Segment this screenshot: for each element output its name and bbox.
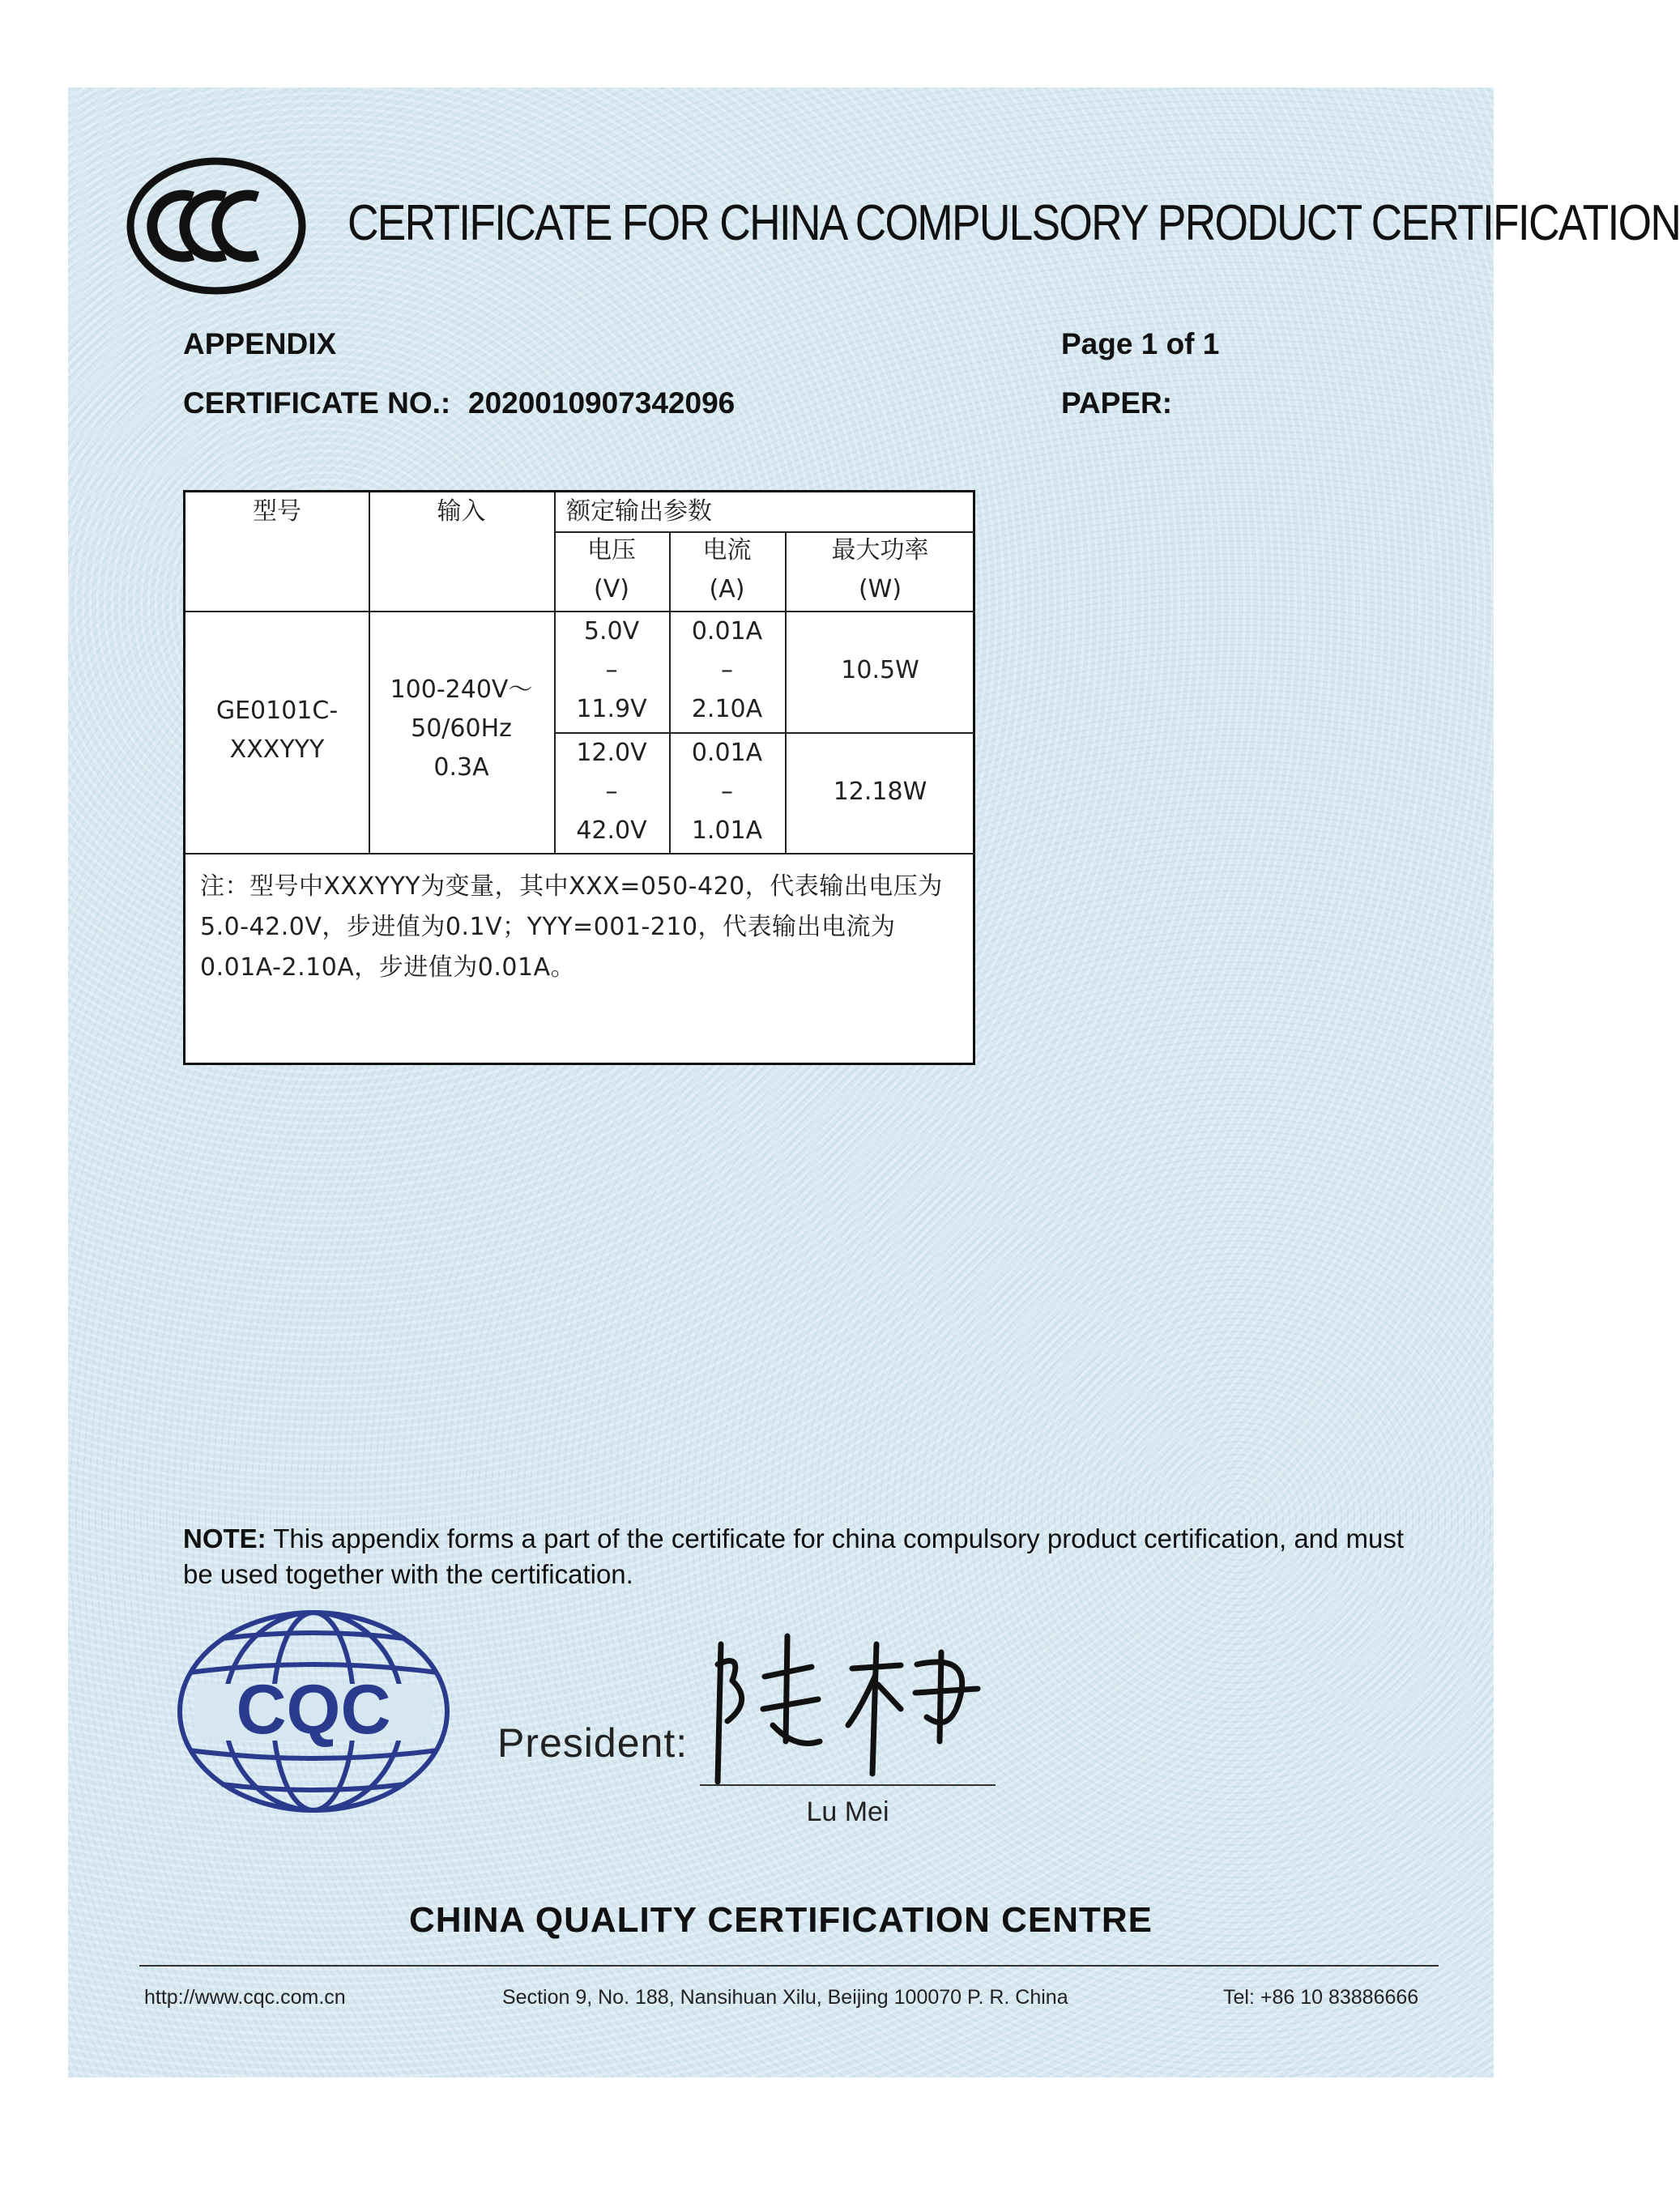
input-current: 0.3A: [433, 753, 489, 782]
appendix-label: APPENDIX: [183, 327, 337, 360]
model-line-2: XXXYYY: [229, 735, 325, 764]
certificate-no-label: CERTIFICATE NO.:: [183, 386, 451, 420]
row2-current-min: 0.01A: [691, 739, 763, 767]
header-current: 电流: [702, 536, 752, 565]
paper-label: PAPER:: [1061, 386, 1173, 420]
row2-current-dash: –: [721, 778, 733, 806]
row2-current-max: 1.01A: [691, 816, 763, 845]
footer-divider: [139, 1965, 1439, 1967]
header-voltage-unit: (V): [594, 575, 629, 603]
input-voltage: 100-240V～: [390, 675, 533, 704]
appendix-note: [183, 1521, 1414, 1592]
note-text: This appendix forms a part of the certificate for china compulsory product certification, and must be used together with the certification.: [183, 1524, 1405, 1589]
note-label: NOTE:: [183, 1524, 266, 1553]
model-line-1: GE0101C-: [215, 697, 339, 725]
certificate-sheet: [68, 87, 1680, 2078]
header-model: 型号: [253, 497, 301, 526]
centre-name: CHINA QUALITY CERTIFICATION CENTRE: [408, 1900, 1153, 1940]
ccc-logo: [126, 156, 306, 296]
row1-current-max: 2.10A: [691, 695, 763, 723]
row2-voltage-min: 12.0V: [576, 739, 647, 767]
row1-current-dash: –: [721, 656, 733, 684]
row1-max-power: 10.5W: [841, 656, 919, 684]
input-frequency: 50/60Hz: [411, 714, 512, 743]
footer-address: Section 9, No. 188, Nansihuan Xilu, Beijing 100070 P. R. China: [502, 1986, 1068, 2009]
header-max-power: 最大功率: [831, 536, 929, 565]
row1-voltage-max: 11.9V: [576, 695, 647, 723]
certificate-no-value: 2020010907342096: [468, 386, 736, 420]
signer-name: Lu Mei: [806, 1796, 889, 1827]
header-voltage: 电压: [587, 536, 636, 565]
table-note: 注：型号中XXXYYY为变量，其中XXX=050-420，代表输出电压为5.0-42.0V，步进值为0.1V；YYY=001-210，代表输出电流为0.01A-2.10A，步进值为0.01A。: [200, 872, 943, 982]
president-signature: [698, 1620, 990, 1790]
row2-max-power: 12.18W: [833, 778, 927, 806]
row1-voltage-min: 5.0V: [583, 617, 640, 646]
signature-line: [700, 1784, 996, 1786]
footer-website[interactable]: http://www.cqc.com.cn: [144, 1986, 346, 2009]
header-current-unit: (A): [709, 575, 745, 603]
page-indicator: Page 1 of 1: [1061, 327, 1220, 360]
president-label: President:: [497, 1720, 689, 1766]
header-rated-output: 额定输出参数: [566, 497, 712, 526]
footer-tel: Tel: +86 10 83886666: [1223, 1986, 1419, 2009]
spec-table: [183, 490, 975, 1065]
certificate-title: CERTIFICATE FOR CHINA COMPULSORY PRODUCT CERTIFICATION: [348, 195, 1680, 251]
cqc-logo: [173, 1606, 454, 1817]
cqc-logo-text: CQC: [236, 1671, 391, 1749]
row2-voltage-max: 42.0V: [576, 816, 647, 845]
row1-current-min: 0.01A: [691, 617, 763, 646]
row2-voltage-dash: –: [605, 778, 618, 806]
header-input: 输入: [437, 497, 486, 526]
header-max-power-unit: (W): [858, 575, 902, 603]
row1-voltage-dash: –: [605, 656, 618, 684]
